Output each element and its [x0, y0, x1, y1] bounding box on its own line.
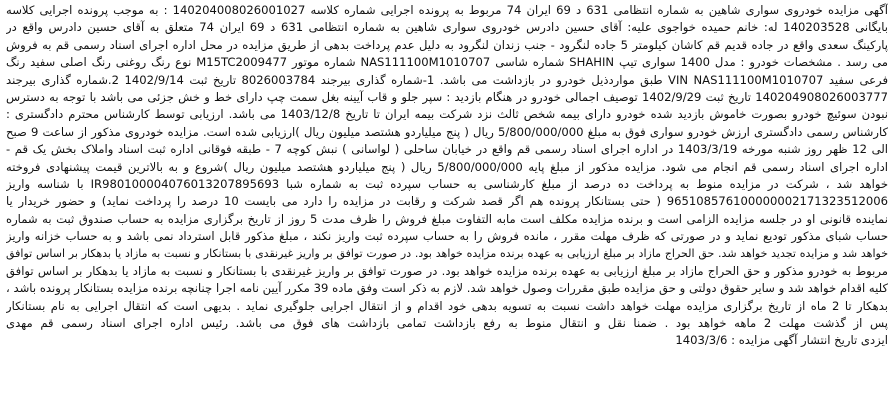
notice-line: بایگانی 140203528 له: خانم حمیده خواجوی علیه: آقای حسین دادرس خودروی سواری شاهین به شماره انتظامی 631 د 69 ایران 74 متعلق به آقای حسین دادرس واقع در	[6, 20, 888, 35]
notice-line: پارکینگ سعدی واقع در جاده قدیم قم کاشان کیلومتر 5 جاده لنگرود - جنب زندان لنگرود به دلیل عدم پرداخت بدهی از طریق مزایده در محل اداره اجرای اسناد رسمی قم به فروش	[6, 37, 888, 52]
notice-line: کلیه اقدام خواهد شد و سایر حقوق دولتی و حق مزایده طبق مقررات وصول خواهد شد. لازم به ذکر است وفق ماده 39 مکرر آیین نامه اجرا چنانچه برنده مزایده بستانکار پرونده باشد ،	[6, 281, 888, 296]
notice-line: بدهکار تا 2 ماه از تاریخ برگزاری مزایده مهلت خواهد داشت نسبت به تسویه بدهی خود اقدام و از انتقال اجرایی جلوگیری نماید . بدیهی است که انتقال اجرایی به نام بستانکار	[6, 298, 888, 313]
notice-line: اداره اجرای اسناد رسمی قم انجام می شود. مزایده مذکور از مبلغ پایه 5/800/000/000 ریال ( پنج میلیاردو هشتصد میلیون ریال )شروع و به بالاترین قیمت پیشنهادی فروخته	[6, 159, 888, 174]
notice-line: می رسد . مشخصات خودرو : مدل 1400 سواری تیپ SHAHIN شماره شاسی NAS111100M1010707 شماره موتور M15TC2009477 نوع رنگ روغنی رنگ اصلی سفید رنگ	[6, 55, 888, 70]
notice-line: خواهد شد و مزایده تجدید خواهد شد. حق الحراج مازاد بر مبلغ ارزیابی به عهده برنده مزایده خواهد بود. در صورت توافق بر واریز غیرنقدی با بستانکار و نسبت به مازاد یا بدهکار بر اساس توافق	[6, 247, 888, 261]
notice-line: مربوط به خودرو مذکور و حق الحراج مازاد بر مبلغ ارزیابی به عهده برنده مزایده خواهد بود. در صورت توافق بر واریز غیرنقدی با بستانکار و نسبت به مازاد یا بدهکار بر اساس توافق	[6, 263, 888, 278]
notice-line: 140204908026003777 تاریخ ثبت 1402/9/29 توصیف اجمالی خودرو در هنگام بازدید : سپر جلو و قاب آیینه بغل سمت چپ دارای خط و خش جزئی می باشد با توجه به دسترس	[6, 89, 888, 104]
notice-line: خواهد شد ، شرکت در مزایده منوط به پرداخت ده درصد از مبلغ کارشناسی به حساب سپرده ثبت به شماره شبا IR980100004076013207895693 با شناسه واریز	[6, 176, 888, 191]
notice-line: الی 12 ظهر روز شنبه مورخه 1403/3/19 در اداره اجرای اسناد رسمی قم واقع در خیابان ساحلی ( لواسانی ) نبش کوچه 7 - طبقه فوقانی اداره ثبت اسناد واملاک بخش یک قم -	[6, 142, 888, 157]
notice-line: نماینده قانونی او در جلسه مزایده الزامی است و برنده مزایده مکلف است مابه التفاوت مبلغ فروش را ظرف مدت 5 روز از تاریخ برگزاری مزایده به حساب صندوق ثبت به شماره	[6, 211, 888, 226]
notice-line: حساب شبای مذکور تودیع نماید و در صورتی که ظرف مهلت مقرر ، مانده فروش را به حساب سپرده ثبت واریز نکند ، مبلغ مذکور قابل استرداد نمی باشد و به حساب خزانه واریز	[6, 229, 888, 244]
notice-line-last: ایزدی تاریخ انتشار آگهی مزایده : 1403/3/6	[675, 333, 888, 348]
notice-line: فرعی سفید VIN NAS111100M1010707 طبق مواردذیل خودرو در بازداشت می باشد. 1-شماره گذاری بیرجند 8026003784 تاریخ ثبت 1402/9/14 2.شماره گذاری بیرجند	[6, 72, 888, 87]
notice-line: پس از گذشت مهلت 2 ماهه خواهد بود . ضمنا نقل و انتقال منوط به رفع بازداشت تمامی بازداشت های فوق می باشد. رئیس اداره اجرای اسناد رسمی قم مهدی	[6, 316, 888, 331]
notice-line: 965108576100000002171323512006 ( حتی بستانکار پرونده هم اگر قصد شرکت و رقابت در مزایده را دارد می بایست 10 درصد را پرداخت نماید) و حضور خریدار یا	[6, 194, 888, 209]
notice-line: آگهی مزایده خودروی سواری شاهین به شماره انتظامی 631 د 69 ایران 74 مربوط به پرونده اجرایی شماره کلاسه 140204008026001027 : به موجب پرونده اجرایی کلاسه	[6, 3, 888, 17]
notice-line: کارشناس رسمی دادگستری ارزش خودرو سواری فوق به مبلغ 5/800/000/000 ریال ( پنج میلیاردو هشتصد میلیون ریال )ارزیابی شده است. مزایده خودروی مذکور از ساعت 9 صبح	[6, 124, 888, 139]
notice-line: نبودن سوئیچ خودرو بصورت خاموش بازدید شده خودرو دارای بیمه شخص ثالث نزد شرکت بیمه ایران تا تاریخ 1403/12/8 می باشد. ارزیابی توسط کارشناس محترم دادگستری :	[6, 107, 888, 122]
